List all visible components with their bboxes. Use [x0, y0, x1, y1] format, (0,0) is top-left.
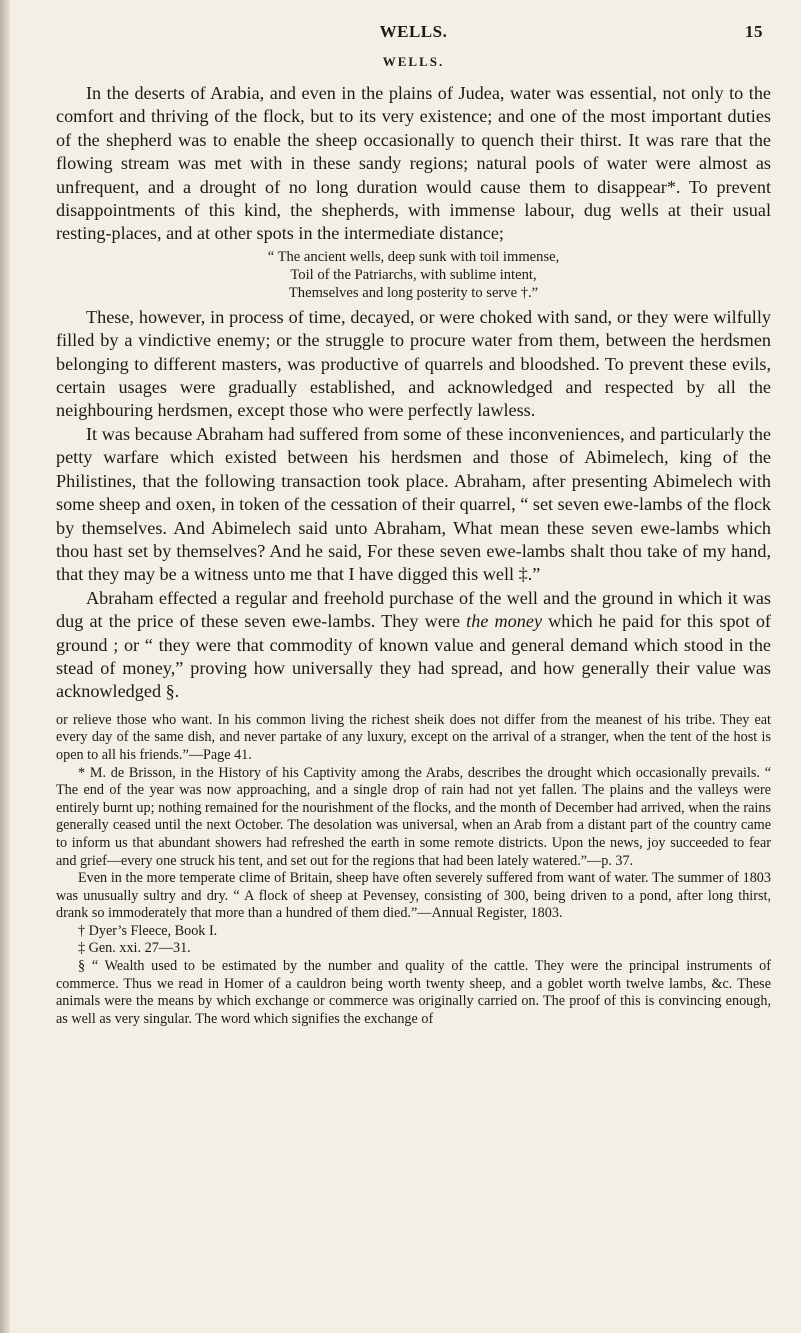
paragraph-4	[56, 587, 771, 704]
paragraph-2: These, however, in process of time, decayed, or were choked with sand, or they were wilfully filled by a vindictive enemy; or the struggle to procure water from them, between the herdsmen belonging to different masters, was productive of quarrels and bloodshed. To prevent these evils, certain usages were gradually established, and acknowledged and respected by all the neighbouring herdsmen, except those who were perfectly lawless.	[56, 306, 771, 421]
paragraph-4-end: which he paid for this spot of ground ; or “ they were that commodity of known value and general demand which stood in the stead of money,” proving how universally they had spread, and how generally their value was acknowledged §.	[56, 611, 771, 702]
page-number: 15	[745, 22, 763, 41]
footnote-britain: Even in the more temperate clime of Britain, sheep have often severely suffered from want of water. The summer of 1803 was unusually sultry and dry. “ A flock of sheep at Pevensey, consisting of 300, being driven to a pond, after long thirst, drank so immoderately that more than a hundred of them died.”—Annual Register, 1803.	[56, 870, 771, 922]
footnote-asterisk: * M. de Brisson, in the History of his Captivity among the Arabs, describes the drought which occasionally prevails. “ The end of the year was now approaching, and a single drop of rain had not yet fallen. The plains and the valleys were entirely burnt up; nothing remained for the nourishment of the flocks, and the month of December had arrived, when the rains generally ceased until the next October. The desolation was universal, when an Arab from a distant part of the country came to inform us that abundant showers had refreshed the earth in some remote districts. Upon the news, joy succeeded to fear and grief—every one struck his tent, and set out for the regions that had been lately watered.”—p. 37.	[56, 764, 771, 869]
verse-line-3: Themselves and long posterity to serve †.”	[288, 284, 539, 301]
running-head-title: WELLS.	[379, 22, 448, 41]
section-title: WELLS.	[382, 54, 445, 69]
footnote-separator	[56, 704, 771, 712]
footnotes	[56, 712, 771, 1029]
footnote-continued: or relieve those who want. In his common living the richest sheik does not differ from the meanest of his tribe. They eat every day of the same dish, and never partake of any luxury, except on the arrival of a stranger, when the tent of the host is open to all his friends.”—Page 41.	[56, 711, 771, 763]
paragraph-4-start: Abraham effected a regular and freehold purchase of the well and the ground in which it was dug at the price of these seven ewe-lambs. They were	[56, 587, 771, 632]
running-head	[56, 10, 771, 41]
footnote-double-dagger: ‡ Gen. xxi. 27—31.	[78, 940, 191, 957]
page-spine-shadow	[0, 0, 10, 1333]
main-text	[56, 82, 771, 704]
paragraph-3: It was because Abraham had suffered from some of these inconveniences, and particularly the petty warfare which existed between his herdsmen and those of Abimelech, king of the Philistines, that the following transaction took place. Abraham, after presenting Abimelech with some sheep and oxen, in token of the cessation of their quarrel, “ set seven ewe-lambs of the flock by themselves. And Abimelech said unto Abraham, What mean these seven ewe-lambs which thou hast set by themselves? And he said, For these seven ewe-lambs shalt thou take of my hand, that they may be a witness unto me that I have digged this well ‡.”	[56, 423, 771, 585]
paragraph-4-italic: the money	[466, 611, 543, 632]
footnote-dagger: † Dyer’s Fleece, Book I.	[78, 922, 218, 939]
footnote-section: § “ Wealth used to be estimated by the number and quality of the cattle. They were the principal instruments of commerce. Thus we read in Homer of a cauldron being worth twenty sheep, and a goblet worth twelve lambs, &c. These animals were the means by which exchange or commerce was originally carried on. The proof of this is convincing enough, as well as very singular. The word which signifies the exchange of	[56, 958, 771, 1027]
verse-line-1: “ The ancient wells, deep sunk with toil immense,	[267, 248, 560, 265]
verse-line-2: Toil of the Patriarchs, with sublime intent,	[290, 266, 537, 283]
paragraph-1: In the deserts of Arabia, and even in the plains of Judea, water was essential, not only to the comfort and thriving of the flock, but to its very existence; and one of the most important duties of the shepherd was to enable the sheep occasionally to quench their thirst. It was rare that the flowing stream was met with in these sandy regions; natural pools of water were almost as unfrequent, and a drought of no long duration would cause them to disappear*. To prevent disappointments of this kind, the shepherds, with immense labour, dug wells at their usual resting-places, and at other spots in the intermediate distance;	[56, 83, 771, 244]
verse-quote	[56, 248, 771, 302]
